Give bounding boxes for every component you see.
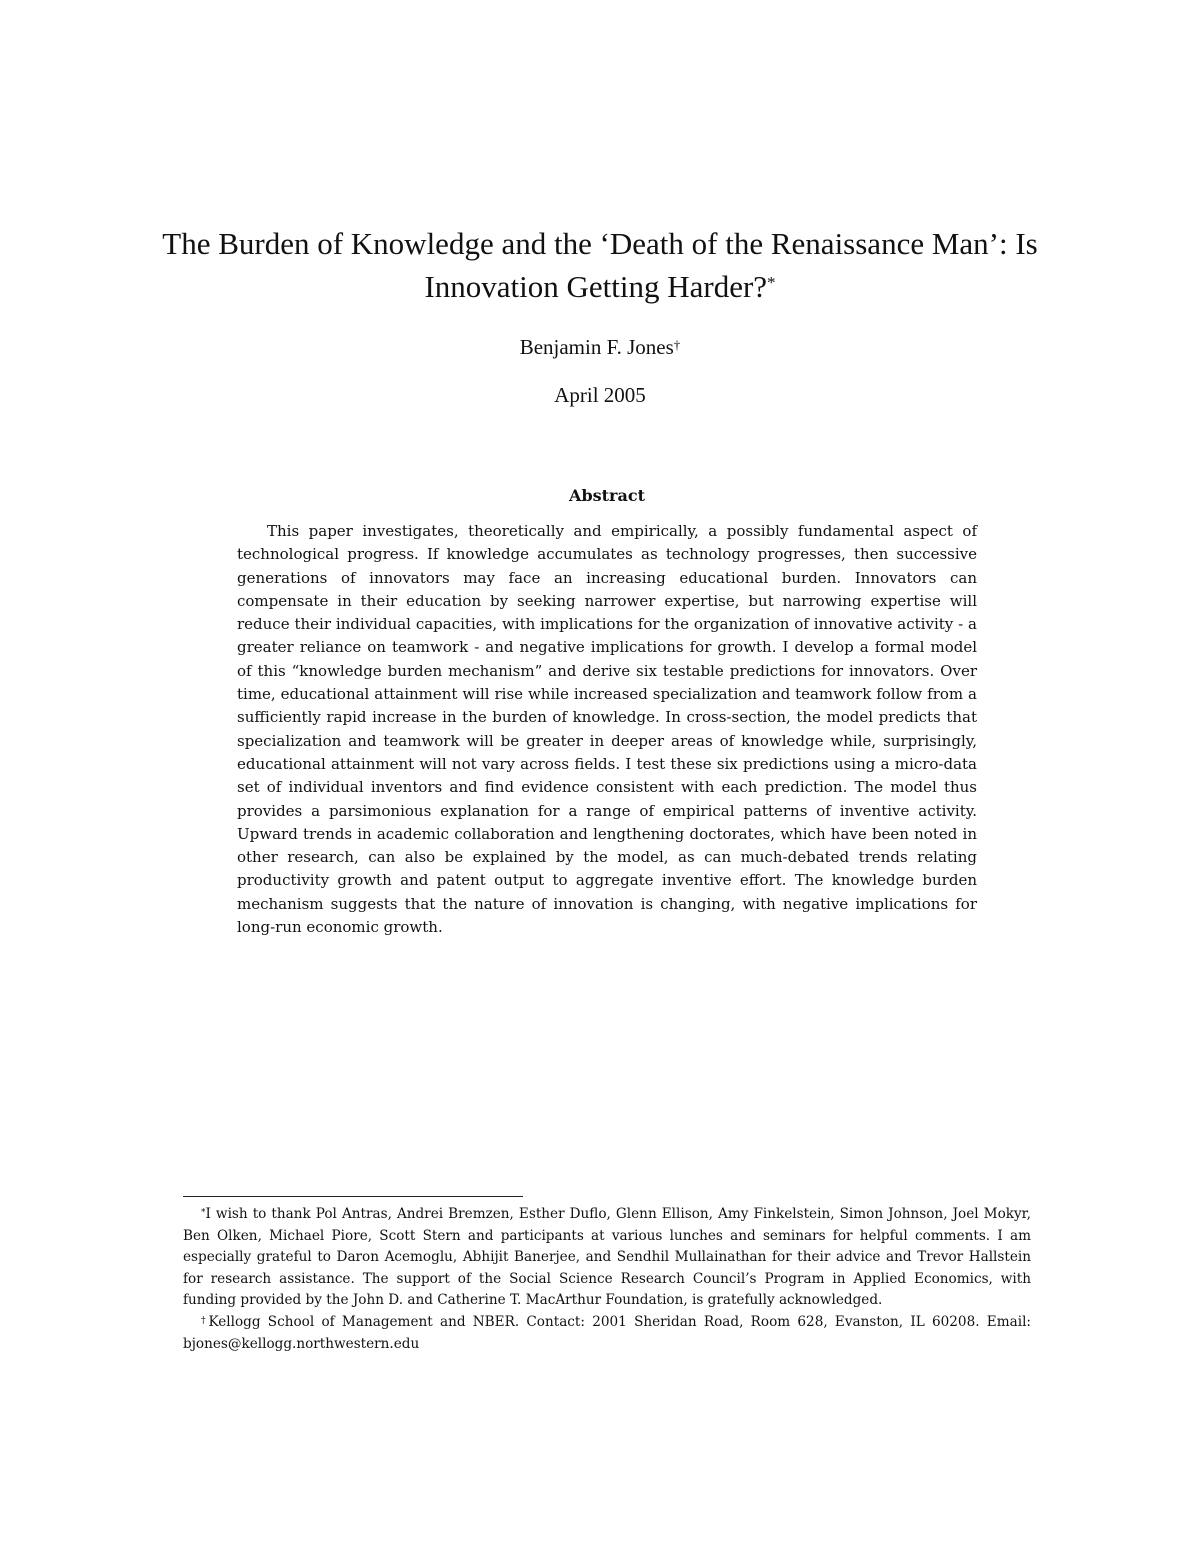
footnote-mark: † bbox=[201, 1315, 209, 1326]
paper-title-text: The Burden of Knowledge and the ‘Death of the Renaissance Man’: Is Innovation Getting Harder? bbox=[162, 226, 1038, 304]
paper-author bbox=[300, 333, 900, 361]
footnotes bbox=[183, 1204, 1031, 1355]
footnote-text: Kellogg School of Management and NBER. Contact: 2001 Sheridan Road, Room 628, Evanston, IL 60208. Email: bjones@kellogg.northwestern.edu bbox=[183, 1313, 1031, 1352]
footnote-mark: * bbox=[201, 1208, 206, 1218]
footnote-text: I wish to thank Pol Antras, Andrei Bremzen, Esther Duflo, Glenn Ellison, Amy Finkelstein, Simon Johnson, Joel Mokyr, Ben Olken, Michael Piore, Scott Stern and participants at various lunches and seminars for helpful comments. I am especially grateful to Daron Acemoglu, Abhijit Banerjee, and Sendhil Mullainathan for their advice and Trevor Hallstein for research assistance. The support of the Social Science Research Council’s Program in Applied Economics, with funding provided by the John D. and Catherine T. MacArthur Foundation, is gratefully acknowledged. bbox=[183, 1206, 1031, 1309]
paper-date: April 2005 bbox=[554, 383, 646, 407]
author-footnote-mark: † bbox=[673, 337, 681, 352]
title-footnote-mark: * bbox=[767, 273, 776, 292]
paper-title bbox=[140, 222, 1060, 308]
abstract-heading: Abstract bbox=[569, 486, 645, 505]
footnote-acknowledgements bbox=[183, 1204, 1031, 1312]
author-name: Benjamin F. Jones bbox=[519, 335, 674, 359]
abstract-body: This paper investigates, theoretically and empirically, a possibly fundamental aspect of technological progress. If knowledge accumulates as technology progresses, then successive generations of innovators may face an increasing educational burden. Innovators can compensate in their education by seeking narrower expertise, but narrowing expertise will reduce their individual capacities, with implications for the organization of innovative activity - a greater reliance on teamwork - and negative implications for growth. I develop a formal model of this “knowledge burden mechanism” and derive six testable predictions for innovators. Over time, educational attainment will rise while increased specialization and teamwork follow from a sufficiently rapid increase in the burden of knowledge. In cross-section, the model predicts that specialization and teamwork will be greater in deeper areas of knowledge while, surprisingly, educational attainment will not vary across fields. I test these six predictions using a micro-data set of individual inventors and find evidence consistent with each prediction. The model thus provides a parsimonious explanation for a range of empirical patterns of inventive activity. Upward trends in academic collaboration and lengthening doctorates, which have been noted in other research, can also be explained by the model, as can much-debated trends relating productivity growth and patent output to aggregate inventive effort. The knowledge burden mechanism suggests that the nature of innovation is changing, with negative implications for long-run economic growth. bbox=[237, 522, 977, 937]
footnote-author-contact bbox=[183, 1312, 1031, 1355]
footnote-rule bbox=[183, 1196, 523, 1197]
